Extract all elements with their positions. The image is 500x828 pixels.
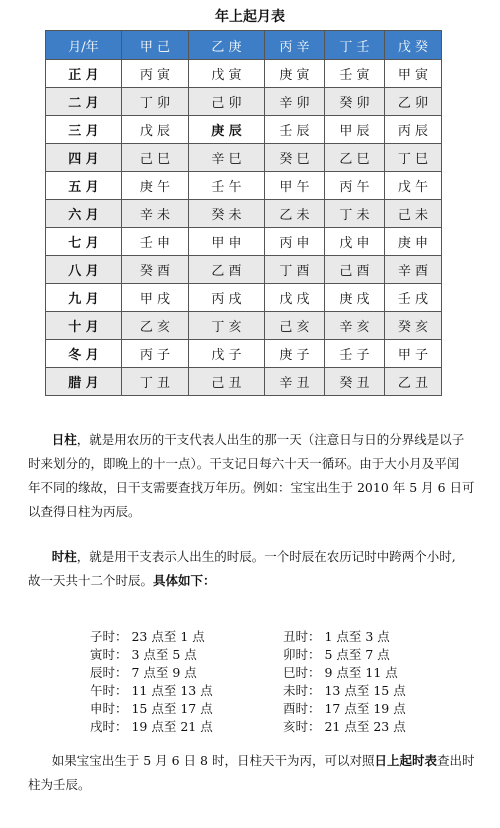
hour-entry: 午时： 11 点至 13 点 (90, 683, 213, 698)
ganzhi-cell: 丙 午 (325, 172, 385, 200)
ganzhi-cell: 乙 巳 (325, 144, 385, 172)
hour-entry: 戌时： 19 点至 21 点 (90, 719, 213, 734)
hour-row (0, 718, 500, 736)
hour-entry: 亥时： 21 点至 23 点 (283, 719, 406, 734)
header-cell: 戊 癸 (385, 31, 442, 60)
table-row (46, 256, 442, 284)
ganzhi-cell: 己 酉 (325, 256, 385, 284)
ganzhi-cell: 乙 丑 (385, 368, 442, 396)
ganzhi-cell: 戊 戌 (265, 284, 325, 312)
hour-row (0, 700, 500, 718)
hour-row (0, 682, 500, 700)
hour-row (0, 646, 500, 664)
hour-entry: 卯时： 5 点至 7 点 (283, 647, 390, 662)
ganzhi-cell: 癸 酉 (122, 256, 189, 284)
ganzhi-cell: 辛 酉 (385, 256, 442, 284)
ganzhi-cell: 丙 辰 (385, 116, 442, 144)
header-cell: 月/年 (46, 31, 122, 60)
paragraph-line: ，就是用农历的干支代表人出生的那一天（注意日与日的分界线是以子 (76, 432, 465, 447)
ganzhi-cell: 戊 辰 (122, 116, 189, 144)
paragraph-line: 故一天共十二个时辰。 (28, 573, 154, 588)
ganzhi-cell: 丙 戌 (189, 284, 265, 312)
ganzhi-cell: 乙 酉 (189, 256, 265, 284)
term-day-pillar: 日柱 (51, 432, 77, 447)
ganzhi-cell: 壬 子 (325, 340, 385, 368)
table-header-row (46, 31, 442, 60)
table-row (46, 116, 442, 144)
paragraph-line: 查出时 (436, 753, 475, 768)
ganzhi-cell: 丁 未 (325, 200, 385, 228)
header-cell: 甲 己 (122, 31, 189, 60)
month-label: 五 月 (46, 172, 122, 200)
ganzhi-cell: 癸 丑 (325, 368, 385, 396)
ganzhi-cell: 壬 申 (122, 228, 189, 256)
paragraph-line: 年不同的缘故，日干支需要查找万年历。例如：宝宝出生于 2010 年 5 月 6 日可 (28, 480, 475, 495)
table-row (46, 172, 442, 200)
ganzhi-cell: 癸 巳 (265, 144, 325, 172)
ganzhi-cell: 癸 未 (189, 200, 265, 228)
hour-entry: 巳时： 9 点至 11 点 (283, 665, 398, 680)
ganzhi-cell: 丁 亥 (189, 312, 265, 340)
table-row (46, 200, 442, 228)
ganzhi-cell: 乙 卯 (385, 88, 442, 116)
hour-table-ref: 日上起时表 (374, 753, 437, 768)
paragraph-line: 柱为壬辰。 (28, 777, 91, 792)
ganzhi-cell: 辛 丑 (265, 368, 325, 396)
ganzhi-cell: 丙 寅 (122, 60, 189, 88)
ganzhi-cell: 辛 亥 (325, 312, 385, 340)
table-row (46, 144, 442, 172)
hour-entry: 子时： 23 点至 1 点 (90, 629, 205, 644)
hour-entry: 酉时： 17 点至 19 点 (283, 701, 406, 716)
ganzhi-cell: 癸 卯 (325, 88, 385, 116)
ganzhi-cell: 乙 亥 (122, 312, 189, 340)
month-label: 腊 月 (46, 368, 122, 396)
ganzhi-cell: 癸 亥 (385, 312, 442, 340)
ganzhi-cell: 己 未 (385, 200, 442, 228)
ganzhi-cell: 庚 寅 (265, 60, 325, 88)
hour-entry: 寅时： 3 点至 5 点 (90, 647, 197, 662)
ganzhi-cell: 己 卯 (189, 88, 265, 116)
paragraph-line: ，就是用干支表示人出生的时辰。一个时辰在农历记时中跨两个小时, (76, 549, 456, 564)
ganzhi-cell: 丙 申 (265, 228, 325, 256)
ganzhi-cell: 乙 未 (265, 200, 325, 228)
month-table (45, 30, 442, 396)
hour-entry: 辰时： 7 点至 9 点 (90, 665, 197, 680)
hour-row (0, 664, 500, 682)
month-label: 七 月 (46, 228, 122, 256)
table-row (46, 88, 442, 116)
ganzhi-cell: 己 巳 (122, 144, 189, 172)
ganzhi-cell: 壬 午 (189, 172, 265, 200)
ganzhi-cell: 辛 巳 (189, 144, 265, 172)
ganzhi-cell: 甲 申 (189, 228, 265, 256)
ganzhi-cell: 庚 戌 (325, 284, 385, 312)
paragraph-day-pillar (28, 428, 478, 524)
ganzhi-cell: 戊 子 (189, 340, 265, 368)
header-cell: 丁 壬 (325, 31, 385, 60)
ganzhi-cell: 庚 午 (122, 172, 189, 200)
table-row (46, 340, 442, 368)
ganzhi-cell: 壬 辰 (265, 116, 325, 144)
table-row (46, 284, 442, 312)
paragraph-hour-pillar (28, 545, 478, 593)
table-row (46, 60, 442, 88)
ganzhi-cell: 庚 子 (265, 340, 325, 368)
paragraph-line: 如果宝宝出生于 5 月 6 日 8 时，日柱天干为丙，可以对照 (51, 753, 375, 768)
ganzhi-cell: 丁 酉 (265, 256, 325, 284)
ganzhi-cell: 辛 卯 (265, 88, 325, 116)
month-label: 四 月 (46, 144, 122, 172)
table-row (46, 228, 442, 256)
hour-entry: 申时： 15 点至 17 点 (90, 701, 213, 716)
ganzhi-cell: 庚 辰 (189, 116, 265, 144)
hour-row (0, 628, 500, 646)
month-label: 八 月 (46, 256, 122, 284)
ganzhi-cell: 甲 辰 (325, 116, 385, 144)
month-label: 九 月 (46, 284, 122, 312)
ganzhi-cell: 丙 子 (122, 340, 189, 368)
month-label: 十 月 (46, 312, 122, 340)
ganzhi-cell: 丁 卯 (122, 88, 189, 116)
ganzhi-cell: 己 丑 (189, 368, 265, 396)
ganzhi-cell: 甲 午 (265, 172, 325, 200)
table-row (46, 368, 442, 396)
month-label: 二 月 (46, 88, 122, 116)
paragraph-example (28, 749, 478, 797)
month-label: 六 月 (46, 200, 122, 228)
ganzhi-cell: 甲 寅 (385, 60, 442, 88)
ganzhi-cell: 壬 寅 (325, 60, 385, 88)
ganzhi-cell: 辛 未 (122, 200, 189, 228)
ganzhi-cell: 甲 子 (385, 340, 442, 368)
term-hour-pillar: 时柱 (51, 549, 77, 564)
header-cell: 丙 辛 (265, 31, 325, 60)
ganzhi-cell: 戊 申 (325, 228, 385, 256)
details-label: 具体如下： (153, 573, 216, 588)
ganzhi-cell: 丁 巳 (385, 144, 442, 172)
paragraph-line: 以查得日柱为丙辰。 (28, 504, 141, 519)
ganzhi-cell: 戊 午 (385, 172, 442, 200)
table-title: 年上起月表 (215, 9, 285, 25)
ganzhi-cell: 庚 申 (385, 228, 442, 256)
month-label: 冬 月 (46, 340, 122, 368)
ganzhi-cell: 己 亥 (265, 312, 325, 340)
month-label: 三 月 (46, 116, 122, 144)
table-row (46, 312, 442, 340)
ganzhi-cell: 壬 戌 (385, 284, 442, 312)
ganzhi-cell: 甲 戌 (122, 284, 189, 312)
hour-entry: 丑时： 1 点至 3 点 (283, 629, 390, 644)
ganzhi-cell: 戊 寅 (189, 60, 265, 88)
paragraph-line: 时来划分的，即晚上的十一点）。干支记日每六十天一循环。由于大小月及平闰 (28, 456, 460, 471)
ganzhi-cell: 丁 丑 (122, 368, 189, 396)
hour-entry: 未时： 13 点至 15 点 (283, 683, 406, 698)
month-label: 正 月 (46, 60, 122, 88)
header-cell: 乙 庚 (189, 31, 265, 60)
